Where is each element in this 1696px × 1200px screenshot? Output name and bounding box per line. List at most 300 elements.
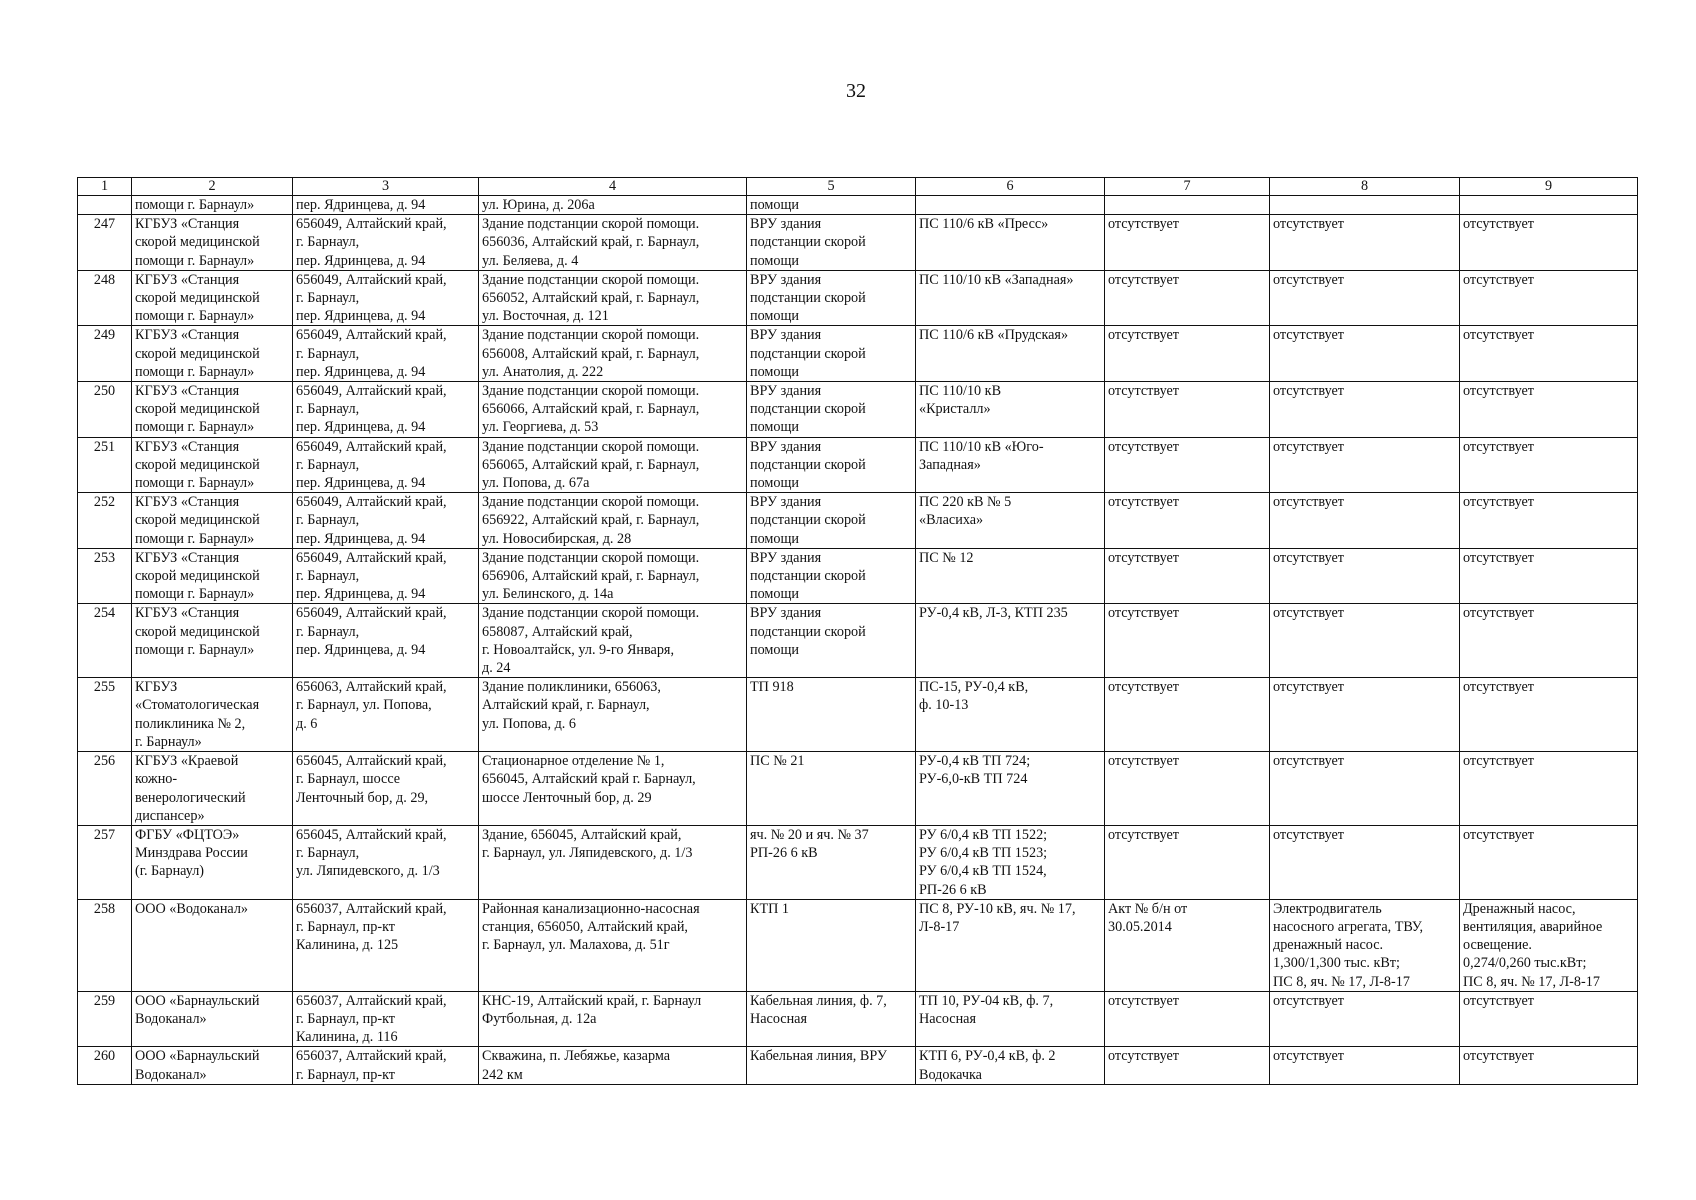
cell-text-line: отсутствует: [1463, 605, 1534, 622]
cell-text-line: ПС 110/10 кВ «Западная»: [919, 271, 1074, 288]
act-cell: [1105, 215, 1270, 271]
organization-cell: [132, 678, 293, 752]
cell-text-line: подстанции скорой: [750, 568, 866, 585]
cell-text-line: РУ 6/0,4 кВ ТП 1522;: [919, 826, 1048, 843]
cell-text-line: пер. Ядринцева, д. 94: [296, 419, 426, 436]
cell-text-line: Кабельная линия, ВРУ: [750, 1048, 887, 1065]
row-number-cell: 259: [78, 991, 132, 1047]
cell-text-line: РУ 6/0,4 кВ ТП 1524,: [919, 863, 1047, 880]
cell-text-line: РУ-0,4 кВ ТП 724;: [919, 753, 1031, 770]
cell-text-line: помощи: [750, 475, 800, 492]
cell-text-line: отсутствует: [1463, 549, 1534, 566]
cell-text-line: Водоканал»: [135, 1066, 207, 1083]
cell-text-line: 656049, Алтайский край,: [296, 438, 447, 455]
cell-text-line: г. Новоалтайск, ул. 9-го Января,: [482, 641, 674, 658]
cell-text-line: КГБУЗ «Станция: [135, 549, 240, 566]
cell-text-line: 656049, Алтайский край,: [296, 271, 447, 288]
cell-text-line: Дренажный насос,: [1463, 900, 1576, 917]
cell-text-line: г. Барнаул,: [296, 512, 360, 529]
cell-text-line: д. 24: [482, 660, 511, 677]
emergency-load-cell: [1460, 437, 1638, 493]
cell-text-line: кожно-: [135, 771, 178, 788]
emergency-load-cell: [1460, 326, 1638, 382]
cell-text-line: ООО «Барнаульский: [135, 1048, 260, 1065]
cell-text-line: помощи г. Барнаул»: [135, 252, 255, 269]
act-cell: [1105, 326, 1270, 382]
cell-text-line: г. Барнаул, пр-кт: [296, 1066, 395, 1083]
cell-text-line: 656049, Алтайский край,: [296, 327, 447, 344]
organization-cell: [132, 493, 293, 549]
emergency-load-cell: [1460, 270, 1638, 326]
cell-text-line: г. Барнаул, ул. Попова,: [296, 697, 432, 714]
object-address-cell: [479, 752, 747, 826]
cell-text-line: поликлиника № 2,: [135, 715, 246, 732]
cell-text-line: отсутствует: [1463, 494, 1534, 511]
cell-text-line: РУ-0,4 кВ, Л-3, КТП 235: [919, 605, 1068, 622]
cell-text-line: г. Барнаул, шоссе: [296, 771, 401, 788]
cell-text-line: ВРУ здания: [750, 216, 822, 233]
legal-address-cell: [293, 326, 479, 382]
cell-text-line: г. Барнаул, ул. Малахова, д. 51г: [482, 937, 670, 954]
cell-text-line: скорой медицинской: [135, 290, 260, 307]
legal-address-cell: [293, 899, 479, 991]
act-cell: [1105, 678, 1270, 752]
cell-text-line: ул. Новосибирская, д. 28: [482, 530, 632, 547]
cell-text-line: 656045, Алтайский край,: [296, 826, 447, 843]
cell-text-line: РП-26 6 кВ: [919, 881, 987, 898]
cell-text-line: ПС 110/6 кВ «Пресс»: [919, 216, 1049, 233]
cell-text-line: Здание подстанции скорой помощи.: [482, 216, 700, 233]
connection-point-cell: [747, 752, 916, 826]
cell-text-line: ул. Ляпидевского, д. 1/3: [296, 863, 440, 880]
power-source-cell: [916, 382, 1105, 438]
cell-text-line: отсутствует: [1273, 216, 1344, 233]
row-number-cell: [78, 196, 132, 215]
cell-text-line: 656065, Алтайский край, г. Барнаул,: [482, 456, 700, 473]
load-cell: [1270, 678, 1460, 752]
row-number-cell: 254: [78, 604, 132, 678]
cell-text-line: скорой медицинской: [135, 345, 260, 362]
cell-text-line: помощи г. Барнаул»: [135, 530, 255, 547]
cell-text-line: отсутствует: [1463, 383, 1534, 400]
legal-address-cell: [293, 1047, 479, 1084]
cell-text-line: отсутствует: [1108, 992, 1179, 1009]
load-cell: [1270, 215, 1460, 271]
cell-text-line: ТП 10, РУ-04 кВ, ф. 7,: [919, 992, 1054, 1009]
cell-text-line: 656049, Алтайский край,: [296, 549, 447, 566]
cell-text-line: РП-26 6 кВ: [750, 845, 818, 862]
cell-text-line: г. Барнаул, пр-кт: [296, 1010, 395, 1027]
column-header: 7: [1105, 178, 1270, 196]
cell-text-line: отсутствует: [1108, 383, 1179, 400]
cell-text-line: 656008, Алтайский край, г. Барнаул,: [482, 345, 700, 362]
column-header: 5: [747, 178, 916, 196]
cell-text-line: помощи: [750, 586, 800, 603]
connection-point-cell: [747, 899, 916, 991]
cell-text-line: ул. Попова, д. 6: [482, 715, 576, 732]
column-header: 3: [293, 178, 479, 196]
cell-text-line: скорой медицинской: [135, 234, 260, 251]
table-row: [78, 215, 1638, 271]
cell-text-line: Алтайский край, г. Барнаул,: [482, 697, 650, 714]
cell-text-line: Электродвигатель: [1273, 900, 1382, 917]
cell-text-line: Футбольная, д. 12а: [482, 1010, 597, 1027]
cell-text-line: Здание подстанции скорой помощи.: [482, 605, 700, 622]
organization-cell: [132, 899, 293, 991]
organization-cell: [132, 270, 293, 326]
cell-text-line: Здание подстанции скорой помощи.: [482, 549, 700, 566]
load-cell: [1270, 270, 1460, 326]
load-cell: [1270, 493, 1460, 549]
power-source-cell: [916, 991, 1105, 1047]
cell-text-line: КГБУЗ: [135, 679, 178, 696]
cell-text-line: отсутствует: [1108, 549, 1179, 566]
cell-text-line: ул. Анатолия, д. 222: [482, 363, 604, 380]
cell-text-line: шоссе Ленточный бор, д. 29: [482, 789, 652, 806]
legal-address-cell: [293, 752, 479, 826]
cell-text-line: КГБУЗ «Станция: [135, 494, 240, 511]
cell-text-line: г. Барнаул,: [296, 623, 360, 640]
legal-address-cell: [293, 382, 479, 438]
cell-text-line: Водоканал»: [135, 1010, 207, 1027]
register-table: [77, 177, 1638, 1085]
act-cell: [1105, 1047, 1270, 1084]
cell-text-line: г. Барнаул,: [296, 401, 360, 418]
cell-text-line: 656052, Алтайский край, г. Барнаул,: [482, 290, 700, 307]
cell-text-line: КГБУЗ «Станция: [135, 383, 240, 400]
cell-text-line: г. Барнаул, ул. Ляпидевского, д. 1/3: [482, 845, 693, 862]
cell-text-line: скорой медицинской: [135, 512, 260, 529]
column-header: 2: [132, 178, 293, 196]
cell-text-line: освещение.: [1463, 937, 1532, 954]
cell-text-line: [919, 196, 1101, 214]
cell-text-line: подстанции скорой: [750, 345, 866, 362]
legal-address-cell: [293, 493, 479, 549]
cell-text-line: ф. 10-13: [919, 697, 969, 714]
organization-cell: [132, 604, 293, 678]
row-number-cell: 247: [78, 215, 132, 271]
emergency-load-cell: [1460, 604, 1638, 678]
row-number-cell: 251: [78, 437, 132, 493]
cell-text-line: отсутствует: [1273, 679, 1344, 696]
load-cell: [1270, 548, 1460, 604]
connection-point-cell: [747, 326, 916, 382]
organization-cell: [132, 382, 293, 438]
cell-text-line: отсутствует: [1273, 383, 1344, 400]
cell-text-line: 656036, Алтайский край, г. Барнаул,: [482, 234, 700, 251]
cell-text-line: 658087, Алтайский край,: [482, 623, 633, 640]
legal-address-cell: [293, 991, 479, 1047]
load-cell: [1270, 825, 1460, 899]
cell-text-line: подстанции скорой: [750, 290, 866, 307]
object-address-cell: [479, 493, 747, 549]
cell-text-line: отсутствует: [1108, 679, 1179, 696]
cell-text-line: венерологический: [135, 789, 246, 806]
connection-point-cell: [747, 270, 916, 326]
object-address-cell: [479, 678, 747, 752]
cell-text-line: ул. Восточная, д. 121: [482, 308, 609, 325]
cell-text-line: подстанции скорой: [750, 401, 866, 418]
cell-text-line: отсутствует: [1108, 494, 1179, 511]
emergency-load-cell: [1460, 1047, 1638, 1084]
cell-text-line: ВРУ здания: [750, 549, 822, 566]
legal-address-cell: [293, 825, 479, 899]
power-source-cell: [916, 493, 1105, 549]
cell-text-line: 656037, Алтайский край,: [296, 1048, 447, 1065]
cell-text-line: пер. Ядринцева, д. 94: [296, 530, 426, 547]
cell-text-line: отсутствует: [1273, 494, 1344, 511]
cell-text-line: г. Барнаул,: [296, 456, 360, 473]
cell-text-line: ул. Белинского, д. 14а: [482, 586, 614, 603]
cell-text-line: пер. Ядринцева, д. 94: [296, 252, 426, 269]
cell-text-line: РУ 6/0,4 кВ ТП 1523;: [919, 845, 1048, 862]
cell-text-line: отсутствует: [1108, 826, 1179, 843]
emergency-load-cell: [1460, 196, 1638, 215]
cell-text-line: отсутствует: [1463, 216, 1534, 233]
power-source-cell: [916, 270, 1105, 326]
cell-text-line: ФГБУ «ФЦТОЭ»: [135, 826, 240, 843]
cell-text-line: [1463, 196, 1634, 214]
power-source-cell: [916, 326, 1105, 382]
cell-text-line: ПС 110/10 кВ «Юго-: [919, 438, 1044, 455]
load-cell: [1270, 326, 1460, 382]
cell-text-line: отсутствует: [1108, 605, 1179, 622]
cell-text-line: 656037, Алтайский край,: [296, 992, 447, 1009]
cell-text-line: Ленточный бор, д. 29,: [296, 789, 429, 806]
power-source-cell: [916, 825, 1105, 899]
cell-text-line: 656037, Алтайский край,: [296, 900, 447, 917]
cell-text-line: 242 км: [482, 1066, 523, 1083]
cell-text-line: отсутствует: [1463, 679, 1534, 696]
cell-text-line: помощи: [750, 641, 800, 658]
column-header: 4: [479, 178, 747, 196]
cell-text-line: отсутствует: [1108, 271, 1179, 288]
emergency-load-cell: [1460, 991, 1638, 1047]
cell-text-line: ВРУ здания: [750, 327, 822, 344]
cell-text-line: отсутствует: [1273, 605, 1344, 622]
cell-text-line: г. Барнаул,: [296, 845, 360, 862]
cell-text-line: ВРУ здания: [750, 271, 822, 288]
emergency-load-cell: [1460, 548, 1638, 604]
legal-address-cell: [293, 437, 479, 493]
cell-text-line: ПС 110/6 кВ «Прудская»: [919, 327, 1069, 344]
cell-text-line: 656049, Алтайский край,: [296, 383, 447, 400]
legal-address-cell: [293, 604, 479, 678]
cell-text-line: станция, 656050, Алтайский край,: [482, 918, 688, 935]
cell-text-line: подстанции скорой: [750, 623, 866, 640]
table-row: [78, 326, 1638, 382]
cell-text-line: г. Барнаул»: [135, 733, 202, 750]
organization-cell: [132, 1047, 293, 1084]
object-address-cell: [479, 825, 747, 899]
load-cell: [1270, 604, 1460, 678]
cell-text-line: КТП 6, РУ-0,4 кВ, ф. 2: [919, 1048, 1056, 1065]
act-cell: [1105, 991, 1270, 1047]
organization-cell: [132, 752, 293, 826]
cell-text-line: Водокачка: [919, 1066, 982, 1083]
cell-text-line: КНС-19, Алтайский край, г. Барнаул: [482, 992, 702, 1009]
cell-text-line: отсутствует: [1273, 327, 1344, 344]
cell-text-line: ПС 8, яч. № 17, Л-8-17: [1463, 973, 1600, 990]
cell-text-line: отсутствует: [1108, 216, 1179, 233]
cell-text-line: Минздрава России: [135, 845, 248, 862]
cell-text-line: «Стоматологическая: [135, 697, 260, 714]
cell-text-line: КТП 1: [750, 900, 790, 917]
cell-text-line: ТП 918: [750, 679, 794, 696]
row-number-cell: 258: [78, 899, 132, 991]
cell-text-line: ВРУ здания: [750, 438, 822, 455]
emergency-load-cell: [1460, 493, 1638, 549]
organization-cell: [132, 991, 293, 1047]
object-address-cell: [479, 1047, 747, 1084]
cell-text-line: пер. Ядринцева, д. 94: [296, 363, 426, 380]
cell-text-line: Стационарное отделение № 1,: [482, 753, 665, 770]
load-cell: [1270, 382, 1460, 438]
cell-text-line: пер. Ядринцева, д. 94: [296, 586, 426, 603]
table-row: [78, 825, 1638, 899]
cell-text-line: вентиляция, аварийное: [1463, 918, 1603, 935]
connection-point-cell: [747, 604, 916, 678]
object-address-cell: [479, 899, 747, 991]
cell-text-line: 656906, Алтайский край, г. Барнаул,: [482, 568, 700, 585]
cell-text-line: ВРУ здания: [750, 383, 822, 400]
power-source-cell: [916, 1047, 1105, 1084]
cell-text-line: отсутствует: [1108, 753, 1179, 770]
cell-text-line: КГБУЗ «Станция: [135, 327, 240, 344]
table-row: [78, 678, 1638, 752]
cell-text-line: помощи г. Барнаул»: [135, 363, 255, 380]
cell-text-line: Здание поликлиники, 656063,: [482, 679, 661, 696]
cell-text-line: ул. Юрина, д. 206а: [482, 197, 595, 213]
cell-text-line: Калинина, д. 116: [296, 1029, 398, 1046]
cell-text-line: Л-8-17: [919, 918, 960, 935]
cell-text-line: отсутствует: [1463, 1048, 1534, 1065]
cell-text-line: ПС 110/10 кВ: [919, 383, 1002, 400]
table-row: [78, 548, 1638, 604]
cell-text-line: г. Барнаул,: [296, 290, 360, 307]
cell-text-line: подстанции скорой: [750, 512, 866, 529]
cell-text-line: 656049, Алтайский край,: [296, 605, 447, 622]
cell-text-line: [1273, 196, 1456, 214]
connection-point-cell: [747, 196, 916, 215]
cell-text-line: г. Барнаул, пр-кт: [296, 918, 395, 935]
table-row: [78, 270, 1638, 326]
cell-text-line: отсутствует: [1273, 992, 1344, 1009]
act-cell: [1105, 493, 1270, 549]
cell-text-line: помощи г. Барнаул»: [135, 419, 255, 436]
cell-text-line: ПС № 12: [919, 549, 974, 566]
cell-text-line: отсутствует: [1273, 753, 1344, 770]
cell-text-line: 656049, Алтайский край,: [296, 216, 447, 233]
cell-text-line: КГБУЗ «Станция: [135, 605, 240, 622]
cell-text-line: г. Барнаул,: [296, 234, 360, 251]
page-number: 32: [846, 80, 866, 102]
act-cell: [1105, 825, 1270, 899]
object-address-cell: [479, 270, 747, 326]
legal-address-cell: [293, 548, 479, 604]
load-cell: [1270, 752, 1460, 826]
object-address-cell: [479, 215, 747, 271]
cell-text-line: 1,300/1,300 тыс. кВт;: [1273, 955, 1400, 972]
organization-cell: [132, 215, 293, 271]
cell-text-line: ПС 8, яч. № 17, Л-8-17: [1273, 973, 1410, 990]
object-address-cell: [479, 604, 747, 678]
cell-text-line: Калинина, д. 125: [296, 937, 399, 954]
emergency-load-cell: [1460, 752, 1638, 826]
load-cell: [1270, 899, 1460, 991]
cell-text-line: подстанции скорой: [750, 234, 866, 251]
column-header: 6: [916, 178, 1105, 196]
column-header: 8: [1270, 178, 1460, 196]
emergency-load-cell: [1460, 899, 1638, 991]
cell-text-line: (г. Барнаул): [135, 863, 205, 880]
cell-text-line: г. Барнаул,: [296, 568, 360, 585]
cell-text-line: отсутствует: [1273, 826, 1344, 843]
cell-text-line: Западная»: [919, 456, 981, 473]
act-cell: [1105, 196, 1270, 215]
cell-text-line: пер. Ядринцева, д. 94: [296, 197, 426, 213]
cell-text-line: Насосная: [750, 1010, 807, 1027]
cell-text-line: Здание подстанции скорой помощи.: [482, 438, 700, 455]
act-cell: [1105, 437, 1270, 493]
cell-text-line: «Власиха»: [919, 512, 984, 529]
act-cell: [1105, 382, 1270, 438]
cell-text-line: помощи: [750, 419, 800, 436]
object-address-cell: [479, 382, 747, 438]
legal-address-cell: [293, 215, 479, 271]
cell-text-line: ул. Беляева, д. 4: [482, 252, 579, 269]
cell-text-line: ПС 8, РУ-10 кВ, яч. № 17,: [919, 900, 1076, 917]
connection-point-cell: [747, 382, 916, 438]
cell-text-line: ООО «Барнаульский: [135, 992, 260, 1009]
cell-text-line: Здание подстанции скорой помощи.: [482, 327, 700, 344]
cell-text-line: отсутствует: [1463, 271, 1534, 288]
cell-text-line: ул. Попова, д. 67а: [482, 475, 590, 492]
connection-point-cell: [747, 825, 916, 899]
cell-text-line: дренажный насос.: [1273, 937, 1384, 954]
connection-point-cell: [747, 1047, 916, 1084]
connection-point-cell: [747, 678, 916, 752]
power-source-cell: [916, 196, 1105, 215]
power-source-cell: [916, 678, 1105, 752]
cell-text-line: г. Барнаул,: [296, 345, 360, 362]
cell-text-line: отсутствует: [1273, 1048, 1344, 1065]
cell-text-line: ПС 220 кВ № 5: [919, 494, 1012, 511]
power-source-cell: [916, 899, 1105, 991]
act-cell: [1105, 548, 1270, 604]
power-source-cell: [916, 215, 1105, 271]
table-body: [78, 196, 1638, 1085]
row-number-cell: 249: [78, 326, 132, 382]
cell-text-line: Кабельная линия, ф. 7,: [750, 992, 887, 1009]
load-cell: [1270, 991, 1460, 1047]
cell-text-line: помощи г. Барнаул»: [135, 475, 255, 492]
cell-text-line: помощи г. Барнаул»: [135, 641, 255, 658]
object-address-cell: [479, 326, 747, 382]
organization-cell: [132, 825, 293, 899]
cell-text-line: яч. № 20 и яч. № 37: [750, 826, 869, 843]
cell-text-line: помощи: [750, 363, 800, 380]
cell-text-line: отсутствует: [1108, 327, 1179, 344]
cell-text-line: [1108, 196, 1266, 214]
row-number-cell: 255: [78, 678, 132, 752]
emergency-load-cell: [1460, 382, 1638, 438]
cell-text-line: отсутствует: [1463, 826, 1534, 843]
cell-text-line: 0,274/0,260 тыс.кВт;: [1463, 955, 1587, 972]
cell-text-line: скорой медицинской: [135, 568, 260, 585]
cell-text-line: помощи: [750, 197, 800, 213]
power-source-cell: [916, 604, 1105, 678]
